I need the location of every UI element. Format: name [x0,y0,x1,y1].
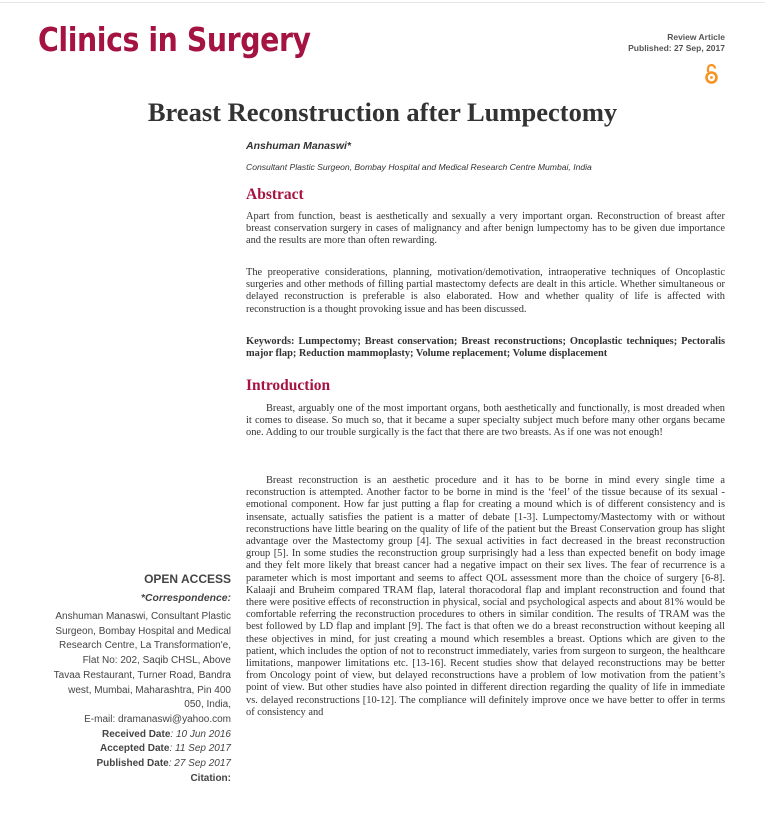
address-line: Tavaa Restaurant, Turner Road, Bandra [53,669,231,681]
body-paragraph: Breast, arguably one of the most important organs, both aesthetically and functionally, is most dreaded when it comes to disease. So much so, that it became a super specialty subject much before many other organs became one. Adding to our trouble surgically is the fact that there are two breasts. As if one was not enough! [246,403,725,439]
article-type: Review Article [667,32,725,42]
received-label: Received Date [102,728,171,740]
accepted-date [54,742,231,757]
journal-name: Clinics in Surgery [38,20,311,59]
address-line: 050, India, [184,699,231,711]
received-value: : 10 Jun 2016 [170,728,231,740]
abstract-heading: Abstract [246,186,304,203]
introduction-heading: Introduction [246,377,331,394]
author-name: Anshuman Manaswi* [246,140,352,152]
article-title: Breast Reconstruction after Lumpectomy [147,97,618,127]
address-line: Flat No: 202, Saqib CHSL, Above [82,655,231,667]
address-line: Research Centre, La Transformation'e, [59,640,231,652]
citation-label: Citation: [190,772,231,784]
address-line: west, Mumbai, Maharashtra, Pin 400 [68,684,231,696]
abstract-paragraph: The preoperative considerations, planning, motivation/demotivation, intraoperative techniques of Oncoplastic surgeries and other methods of filling partial mastectomy defects are dealt in this article. Whether simultaneous or delayed reconstruction is preferable is also elaborated. How and whether quality of life is affected with reconstruction is a thought provoking issue and has been discussed. [246,267,725,315]
address-line: Anshuman Manaswi, Consultant Plastic [55,611,231,622]
published-label: Published Date [96,758,169,770]
accepted-label: Accepted Date [99,743,170,755]
published-date: Published: 27 Sep, 2017 [628,43,725,53]
received-date [54,728,231,743]
address-line: Surgeon, Bombay Hospital and Medical [55,625,231,637]
correspondence-address [54,610,231,786]
accepted-value: : 11 Sep 2017 [169,743,231,755]
top-divider [0,2,765,3]
open-access-label: OPEN ACCESS [144,572,231,586]
correspondence-label: *Correspondence: [140,593,231,604]
email: E-mail: dramanaswi@yahoo.com [84,713,231,725]
article-meta [628,32,725,54]
abstract-paragraph: Apart from function, beast is aesthetically and sexually a very important organ. Reconstruction of breast after breast conservation surgery in cases of malignancy and after benign lumpectomy has to be given due importance and the results are more than often rewarding. [246,211,725,247]
author-affiliation: Consultant Plastic Surgeon, Bombay Hospital and Medical Research Centre Mumbai, India [246,162,592,172]
body-paragraph: Breast reconstruction is an aesthetic procedure and it has to be borne in mind every single time a reconstruction is attempted. Another factor to be borne in mind is the ‘feel’ of the tissue because of its sexual - emotional component. How far just putting a flap for creating a mound which is of different consistency and is insensate, actually satisfies the patient is a matter of debate [1-3]. Lumpectomy/Mastectomy with or without reconstructions have little bearing on the quality of life of the patient but the Breast Conservation group has slight advantage over the Mastectomy group [4]. The sexual activities in fact decreased in the breast reconstruction group [5]. In some studies the reconstruction group surprisingly had a less than expected benefit on body image and they felt more likely that breast cancer had a negative impact on their sex lives. The fear of recurrence is a parameter which is most important and seems to affect QOL assessment more than the choice of surgery [6-8]. Kalaaji and Bruheim compared TRAM flap, lateral thoracodoral flap and implant reconstruction and found that there were positive effects of reconstruction in physical, social and psychological aspects and about 81% would be comfortable referring the reconstruction procedures to others in similar condition. The results of TRAM was the best followed by LD flap and implant [9]. The fact is that often we do a breast reconstruction without keeping all these objectives in mind, for just creating a mound which resembles a breast. Options which are given to the patient, which includes the option of not to reconstruct immediately, varies from surgeon to surgeon, the healthcare limitations, manpower limitations etc. [13-16]. Recent studies show that delayed reconstructions may be better from Oncology point of view, but delayed reconstructions have a problem of low motivation from the patient’s point of view. But other studies have also pointed in different direction regarding the quality of life in immediate vs. delayed reconstructions [10-12]. The compliance will definitely improve once we have better to offer in terms of consistency and [246,475,725,718]
published-value: : 27 Sep 2017 [168,758,231,770]
open-lock-icon[interactable] [705,63,718,84]
keywords: Keywords: Lumpectomy; Breast conservation; Breast reconstructions; Oncoplastic techniques; Pectoralis major flap; Reduction mammoplasty; Volume replacement; Volume displacement [246,336,725,360]
published-date-sidebar [54,757,231,772]
